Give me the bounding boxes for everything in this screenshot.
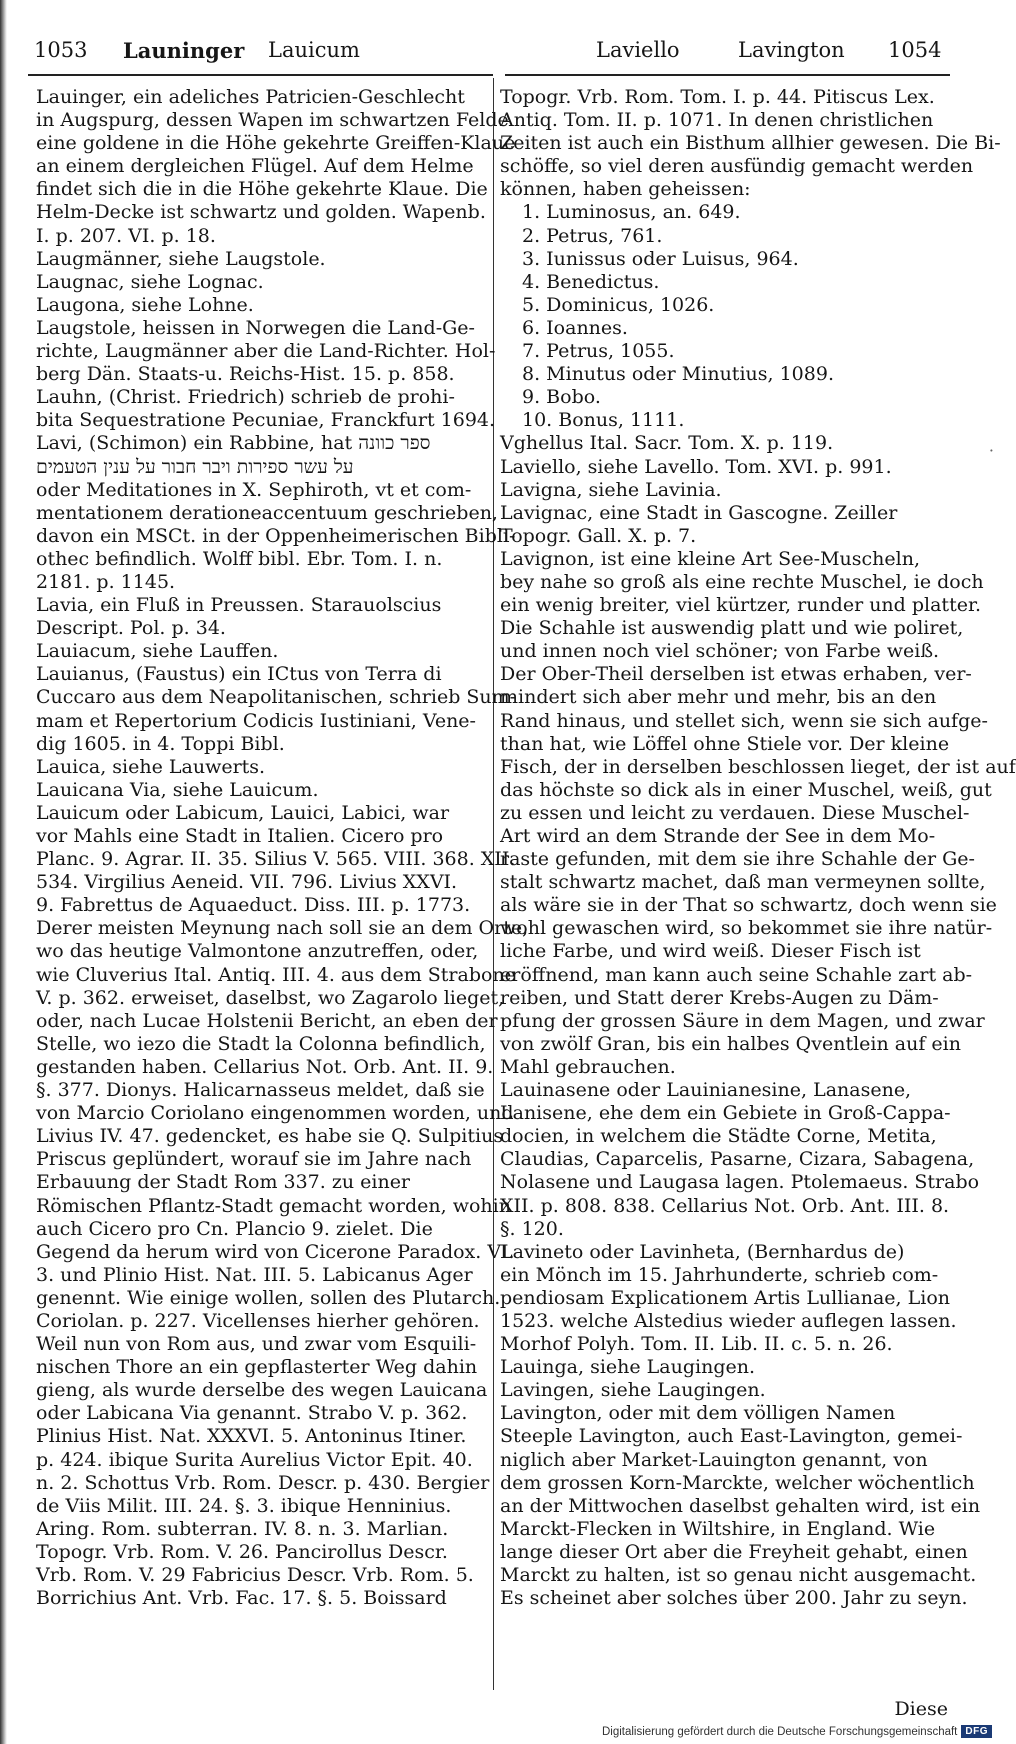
text-line: Claudias, Caparcelis, Pasarne, Cizara, Sabagena, [500,1148,975,1171]
page-edge-shadow [0,0,7,1744]
text-line: than hat, wie Löffel ohne Stiele vor. Der kleine [500,732,950,755]
header-keyword-left-1: Launinger [123,38,245,63]
text-line: Lauinasene oder Lauinianesine, Lanasene, [500,1079,912,1102]
text-line: Priscus geplündert, worauf sie im Jahre nach [36,1148,472,1171]
text-line: gestanden haben. Cellarius Not. Orb. Ant. II. 9. [36,1055,494,1078]
text-line: Planc. 9. Agrar. II. 35. Silius V. 565. VIII. 368. XII. [36,848,516,871]
text-line: 1. Luminosus, an. 649. [522,201,741,224]
text-line: findet sich die in die Höhe gekehrte Klaue. Die [36,178,488,201]
text-line: על עשר ספירות ויבר חבור על ענין הטעמים [36,455,354,478]
text-line: 8. Minutus oder Minutius, 1089. [522,363,834,386]
text-line: §. 120. [500,1217,564,1240]
text-line: Lavingen, siehe Laugingen. [500,1379,766,1402]
text-line: docien, in welchem die Städte Corne, Metita, [500,1125,937,1148]
text-line: ein Mönch im 15. Jahrhunderte, schrieb com- [500,1263,939,1286]
text-line: Lauinga, siehe Laugingen. [500,1356,755,1379]
text-line: stalt schwartz machet, daß man vermeynen sollte, [500,871,986,894]
text-line: berg Dän. Staats-u. Reichs-Hist. 15. p. 858. [36,363,455,386]
text-line: dig 1605. in 4. Toppi Bibl. [36,732,285,755]
text-line: dem grossen Korn-Marckte, welcher wöchentlich [500,1471,975,1494]
text-line: 3. Iunissus oder Luisus, 964. [522,247,799,270]
text-line: Laugnac, siehe Lognac. [36,270,264,293]
text-line: 5. Dominicus, 1026. [522,293,715,316]
text-line: Lavignon, ist eine kleine Art See-Muscheln, [500,547,921,570]
text-line: Topogr. Vrb. Rom. Tom. I. p. 44. Pitiscus Lex. [500,86,935,108]
text-line: richte, Laugmänner aber die Land-Richter. Hol- [36,340,496,363]
text-line: pendiosam Explicationem Artis Lullianae, Lion [500,1286,950,1309]
text-line: 9. Fabrettus de Aquaeduct. Diss. III. p. 1773. [36,894,471,917]
text-line: Antiq. Tom. II. p. 1071. In denen christlichen [500,109,934,132]
text-line: Mahl gebrauchen. [500,1055,676,1078]
text-line: gieng, als wurde derselbe des wegen Lauicana [36,1379,488,1402]
text-line: Nolasene und Laugasa lagen. Ptolemaeus. Strabo [500,1171,980,1194]
text-line: Steeple Lavington, auch East-Lavington, gemei- [500,1425,963,1448]
text-line: Die Schahle ist auswendig platt und wie poliret, [500,617,964,640]
text-line: Stelle, wo iezo die Stadt la Colonna befindlich, [36,1032,486,1055]
text-line: pfung der grossen Säure in dem Magen, und zwar [500,1009,985,1032]
right-column [500,86,1016,1610]
text-line: Marckt zu halten, ist so genau nicht ausgemacht. [500,1564,977,1586]
text-line: Lauica, siehe Lauwerts. [36,755,266,778]
text-line: Lanisene, ehe dem ein Gebiete in Groß-Cappa- [500,1102,951,1125]
dfg-logo: DFG [961,1725,992,1738]
text-line: Coriolan. p. 227. Vicellenses hierher gehören. [36,1309,480,1332]
text-line: das höchste so dick als in einer Muschel, weiß, gut [500,778,992,801]
text-line: Lavi, (Schimon) ein Rabbine, hat ספר כוונה [36,432,431,455]
text-line: de Viis Milit. III. 24. §. 3. ibique Henninius. [36,1494,452,1517]
text-line: Lavignac, eine Stadt in Gascogne. Zeiller [500,501,898,524]
text-line: Laugmänner, siehe Laugstole. [36,247,326,270]
text-line: Rand hinaus, und stellet sich, wenn sie sich aufge- [500,709,988,732]
text-line: vor Mahls eine Stadt in Italien. Cicero pro [36,825,444,847]
text-line: wo das heutige Valmontone anzutreffen, oder, [36,940,479,963]
text-line: §. 377. Dionys. Halicarnasseus meldet, daß sie [36,1079,485,1102]
text-line: raste gefunden, mit dem sie ihre Schahle der Ge- [500,848,975,871]
column-divider [493,78,494,1690]
text-line: Lauhn, (Christ. Friedrich) schrieb de prohi- [36,386,455,409]
text-line: als wäre sie in der That so schwartz, doch wenn sie [500,894,997,917]
text-line: Helm-Decke ist schwartz und golden. Wapenb. [36,201,486,224]
text-line: Römischen Pflantz-Stadt gemacht worden, wohin [36,1194,511,1217]
text-line: p. 424. ibique Surita Aurelius Victor Epit. 40. [36,1448,473,1471]
text-line: Lavington, oder mit dem völligen Namen [500,1402,896,1425]
text-line: 4. Benedictus. [522,270,660,293]
text-line: Art wird an dem Strande der See in dem Mo- [500,825,936,847]
text-line: mindert sich aber mehr und mehr, bis an den [500,686,937,709]
text-line: Es scheinet aber solches über 200. Jahr zu seyn. [500,1587,968,1610]
text-line: auch Cicero pro Cn. Plancio 9. zielet. Die [36,1217,433,1240]
text-line: 7. Petrus, 1055. [522,340,675,363]
text-line: 6. Ioannes. [522,316,628,339]
text-line: Borrichius Ant. Vrb. Fac. 17. §. 5. Boissard [36,1587,447,1610]
text-line: Lauinger, ein adeliches Patricien-Geschlecht [36,86,465,108]
text-line: ein wenig breiter, viel kürtzer, runder und platter. [500,594,981,617]
text-line: mam et Repertorium Codicis Iustiniani, Vene- [36,709,476,732]
text-line: Vghellus Ital. Sacr. Tom. X. p. 119. [500,432,834,455]
text-line: niglich aber Market-Lauington genannt, von [500,1448,928,1471]
text-line: Gegend da herum wird von Cicerone Paradox. VI. [36,1240,515,1263]
text-line: Derer meisten Meynung nach soll sie an dem Orte, [36,917,529,940]
text-line: Erbauung der Stadt Rom 337. zu einer [36,1171,411,1194]
text-line: Lauicum oder Labicum, Lauici, Labici, war [36,801,450,824]
text-line: Plinius Hist. Nat. XXXVI. 5. Antoninus Itiner. [36,1425,467,1448]
header-rule-left [28,74,493,76]
text-line: oder Labicana Via genannt. Strabo V. p. 362. [36,1402,468,1425]
text-line: genennt. Wie einige wollen, sollen des Plutarch. [36,1286,501,1309]
text-line: wohl gewaschen wird, so bekommet sie ihre natür- [500,917,993,940]
text-line: V. p. 362. erweiset, daselbst, wo Zagarolo lieget, [36,986,505,1009]
text-line: Der Ober-Theil derselben ist etwas erhaben, ver- [500,663,972,686]
text-line: Fisch, der in derselben beschlossen lieget, der ist auf [500,755,1016,778]
page-number-right: 1054 [888,38,942,62]
text-line: eröffnend, man kann auch seine Schahle zart ab- [500,963,973,986]
text-line: Lauicana Via, siehe Lauicum. [36,778,319,801]
catchword: Diese [894,1698,948,1720]
text-line: Laviello, siehe Lavello. Tom. XVI. p. 991. [500,455,892,478]
left-column [36,86,529,1610]
text-line: 2181. p. 1145. [36,570,176,593]
text-line: Laugstole, heissen in Norwegen die Land-Ge- [36,316,475,339]
text-line: Lavineto oder Lavinheta, (Bernhardus de) [500,1240,905,1263]
text-line: Descript. Pol. p. 34. [36,617,226,640]
header-keyword-left-2: Lauicum [268,38,360,62]
text-line: von Marcio Coriolano eingenommen worden, und [36,1102,514,1125]
text-line: mentationem derationeaccentuum geschrieben, [36,501,498,524]
text-line: Laugona, siehe Lohne. [36,293,254,316]
text-line: n. 2. Schottus Vrb. Rom. Descr. p. 430. Bergier [36,1471,490,1494]
text-line: Topogr. Gall. X. p. 7. [500,524,697,547]
text-line: 534. Virgilius Aeneid. VII. 796. Livius XXVI. [36,871,458,894]
header-keyword-right-2: Lavington [738,38,845,62]
text-line: davon ein MSCt. in der Oppenheimerischen Bibli- [36,524,516,547]
text-line: in Augspurg, dessen Wapen im schwartzen Felde [36,109,509,132]
text-line: bey nahe so groß als eine rechte Muschel, ie doch [500,570,984,593]
text-line: 2. Petrus, 761. [522,224,663,247]
text-line: 10. Bonus, 1111. [522,409,685,432]
text-line: von zwölf Gran, bis ein halbes Qventlein auf ein [500,1032,961,1055]
text-line: oder Meditationes in X. Sephiroth, vt et com- [36,478,472,501]
text-line: 1523. welche Alstedius wieder auflegen lassen. [500,1309,957,1332]
page-number-left: 1053 [34,38,88,62]
text-line: reiben, und Statt derer Krebs-Augen zu Däm- [500,986,939,1009]
text-line: Topogr. Vrb. Rom. V. 26. Pancirollus Descr. [36,1540,448,1563]
text-line: Lauiacum, siehe Lauffen. [36,640,279,663]
text-line: können, haben geheissen: [500,178,751,201]
text-line: XII. p. 808. 838. Cellarius Not. Orb. Ant. III. 8. [500,1194,950,1217]
text-line: 9. Bobo. [522,386,601,409]
text-line: oder, nach Lucae Holstenii Bericht, an eben der [36,1009,498,1032]
text-line: zu essen und leicht zu verdauen. Diese Muschel- [500,801,970,824]
text-line: 3. und Plinio Hist. Nat. III. 5. Labicanus Ager [36,1263,473,1286]
text-line: an der Mittwochen daselbst gehalten wird, ist ein [500,1494,981,1517]
digitization-footer [602,1725,992,1738]
text-line: nischen Thore an ein gepflasterter Weg dahin [36,1356,478,1379]
header-rule-right [505,74,950,76]
text-line: wie Cluverius Ital. Antiq. III. 4. aus dem Strabone [36,963,516,986]
text-line: Lavigna, siehe Lavinia. [500,478,722,501]
text-line: Lauianus, (Faustus) ein ICtus von Terra di [36,663,442,686]
page-header [0,38,1000,78]
text-line: Marckt-Flecken in Wiltshire, in England. Wie [500,1517,936,1540]
text-line: eine goldene in die Höhe gekehrte Greiffen-Klaue [36,132,516,155]
text-line: Aring. Rom. subterran. IV. 8. n. 3. Marlian. [36,1517,449,1540]
text-line: Livius IV. 47. gedencket, es habe sie Q. Sulpitius [36,1125,504,1148]
text-line: Cuccaro aus dem Neapolitanischen, schrieb Sum- [36,686,517,709]
text-line: I. p. 207. VI. p. 18. [36,224,216,247]
text-line: liche Farbe, und wird weiß. Dieser Fisch ist [500,940,921,963]
header-keyword-right-1: Laviello [596,38,680,62]
text-line: Lavia, ein Fluß in Preussen. Starauolscius [36,594,442,617]
text-line: Weil nun von Rom aus, und zwar vom Esquili- [36,1333,477,1356]
text-line: othec befindlich. Wolff bibl. Ebr. Tom. I. n. [36,547,443,570]
margin-mark: · [988,441,994,460]
text-line: Vrb. Rom. V. 29 Fabricius Descr. Vrb. Rom. 5. [36,1564,474,1586]
text-line: Morhof Polyh. Tom. II. Lib. II. c. 5. n. 26. [500,1333,893,1356]
text-line: schöffe, so viel deren ausfündig gemacht werden [500,155,974,178]
text-line: und innen noch viel schöner; von Farbe weiß. [500,640,940,663]
text-line: an einem dergleichen Flügel. Auf dem Helme [36,155,474,178]
footer-text: Digitalisierung gefördert durch die Deutsche Forschungsgemeinschaft [601,1725,958,1738]
text-line: lange dieser Ort aber die Freyheit gehabt, einen [500,1540,968,1563]
text-line: Zeiten ist auch ein Bisthum allhier gewesen. Die Bi- [500,132,1001,155]
text-line: bita Sequestratione Pecuniae, Franckfurt 1694. [36,409,496,432]
